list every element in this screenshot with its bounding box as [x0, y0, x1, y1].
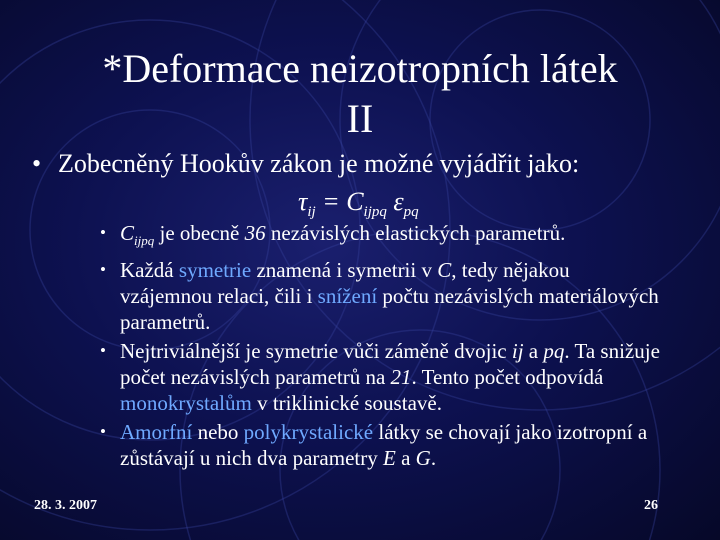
c-symbol: C	[437, 258, 452, 282]
item-text: . Tento počet odpovídá	[411, 365, 604, 389]
page-number: 26	[644, 498, 658, 513]
footer-date: 28. 3. 2007	[34, 498, 97, 513]
number-21: 21	[390, 365, 412, 389]
list-item	[100, 419, 660, 471]
title-line-1: *Deformace neizotropních látek	[102, 46, 618, 91]
item-text: Každá	[120, 258, 179, 282]
symbol-pq: pq	[543, 339, 565, 363]
slide-title	[0, 44, 720, 144]
highlight-snizeni: snížení	[317, 284, 378, 308]
bullet-icon: •	[100, 341, 106, 360]
formula-eps-sub: pq	[403, 204, 419, 220]
item-text: a	[395, 446, 416, 470]
list-item	[100, 338, 660, 416]
c-symbol: $C_{ijpq}$	[120, 221, 155, 248]
formula-tau-sub: ij	[307, 204, 316, 220]
item-text: znamená i symetrii v	[251, 258, 438, 282]
bullet-icon: •	[100, 260, 106, 279]
item-text: počtu nezávislých materiálových parametrů.	[120, 284, 659, 334]
item-text: nezávislých elastických parametrů.	[265, 221, 566, 245]
main-bullet-text: Zobecněný Hookův zákon je možné vyjádřit jako:	[58, 149, 580, 178]
highlight-polykrystalicke: polykrystalické	[243, 420, 374, 444]
bullet-icon: •	[100, 223, 106, 242]
bullet-icon: •	[100, 422, 106, 441]
list-item	[100, 220, 660, 254]
item-text: .	[430, 446, 437, 470]
sub-bullet-list	[100, 220, 660, 474]
formula-eps: ε	[386, 187, 404, 216]
item-text: látky se chovají jako izotropní a zůstávají u nich dva parametry	[120, 420, 648, 470]
title-line-2: II	[346, 96, 374, 141]
symbol-g: G	[415, 446, 431, 470]
item-text: je obecně	[154, 221, 245, 245]
formula-c-sub: ijpq	[363, 204, 387, 220]
item-text: v triklinické soustavě.	[251, 391, 442, 415]
main-bullet	[32, 148, 579, 180]
number-36: 36	[244, 221, 266, 245]
item-text: , tedy nějakou vzájemnou relaci, čili i	[120, 258, 570, 308]
item-text: nebo	[192, 420, 244, 444]
bullet-icon: •	[32, 149, 42, 178]
item-text: a	[523, 339, 544, 363]
highlight-monokrystalum: monokrystalům	[120, 391, 252, 415]
list-item	[100, 257, 660, 335]
symbol-ij: ij	[511, 339, 524, 363]
highlight-amorfni: Amorfní	[120, 420, 193, 444]
formula-eq-c: = C	[315, 187, 364, 216]
formula-tau: τ	[298, 187, 308, 216]
item-text: Nejtriviálnější je symetrie vůči záměně dvojic	[120, 339, 512, 363]
symbol-e: E	[382, 446, 396, 470]
item-text: . Ta snižuje počet nezávislých parametrů na	[120, 339, 660, 389]
highlight-symetrie: symetrie	[178, 258, 252, 282]
